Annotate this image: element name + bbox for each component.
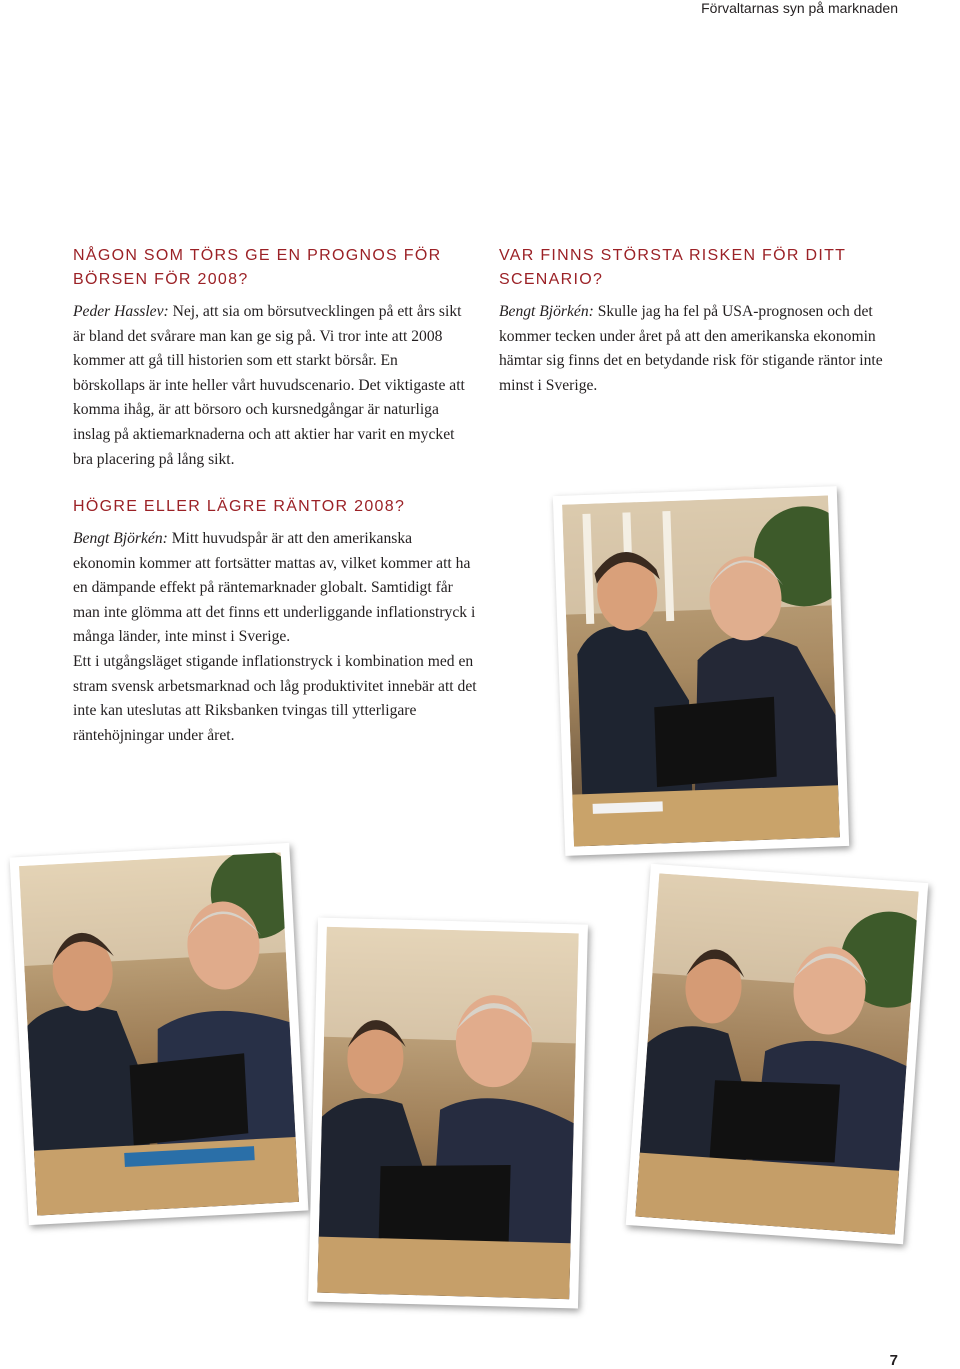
answer-text: Mitt huvudspår är att den amerikanska ekonomin kommer att fortsätter mattas av, vilket kommer att ha en dämpande effekt på räntemarknader globalt. Samtidigt får man inte glömma att det finns ett underliggande inflationstryck i många länder, inte minst i Sverige.	[73, 530, 476, 646]
answer-text-continued: Ett i utgångsläget stigande inflationstryck i kombination med en stram svensk arbetsmarknad och låg produktivitet innebär att det inte kan uteslutas att Riksbanken tvingas till ytterligare räntehöjningar under året.	[73, 652, 477, 744]
section-prognos-borsen	[73, 244, 473, 472]
section-heading: HÖGRE ELLER LÄGRE RÄNTOR 2008?	[73, 498, 406, 515]
photo-two-men-talking	[10, 843, 309, 1225]
answer-text: Nej, att sia om börsutvecklingen på ett års sikt är bland det svårare man kan ge sig på. Vi tror inte att 2008 kommer att gå till historien som ett starkt börsår. En börskollaps är inte heller vårt huvudscenario. Det viktigaste att komma ihåg, är att börsoro och kursnedgångar är naturliga inslag på aktiemarknaderna och att aktier har varit en mycket bra placering på lång sikt.	[73, 303, 465, 468]
speaker-name: Bengt Björkén:	[499, 303, 594, 320]
photo-two-men-laughing	[308, 918, 588, 1309]
photo-image	[317, 927, 578, 1299]
speaker-name: Peder Hasslev:	[73, 303, 169, 320]
page-number: 7	[889, 1352, 898, 1369]
running-title: Förvaltarnas syn på marknaden	[701, 0, 898, 16]
section-body	[499, 300, 901, 398]
section-rantor	[73, 495, 477, 748]
section-storsta-risken	[499, 244, 901, 398]
section-body	[73, 300, 473, 472]
section-heading: VAR FINNS STÖRSTA RISKEN FÖR DITT SCENARIO?	[499, 247, 846, 288]
photo-image	[562, 495, 840, 846]
answer-text: Skulle jag ha fel på USA-prognosen och det kommer tecken under året på att den amerikanska ekonomin hämtar sig finns det en betydande risk för stigande räntor inte minst i Sverige.	[499, 303, 883, 394]
photo-two-men-laptop-top	[553, 486, 849, 856]
photo-two-men-smiling	[626, 864, 929, 1245]
section-body	[73, 527, 477, 748]
section-heading: NÅGON SOM TÖRS GE EN PROGNOS FÖR BÖRSEN FÖR 2008?	[73, 247, 442, 288]
photo-image	[635, 873, 918, 1234]
speaker-name: Bengt Björkén:	[73, 530, 168, 547]
photo-image	[19, 852, 299, 1215]
